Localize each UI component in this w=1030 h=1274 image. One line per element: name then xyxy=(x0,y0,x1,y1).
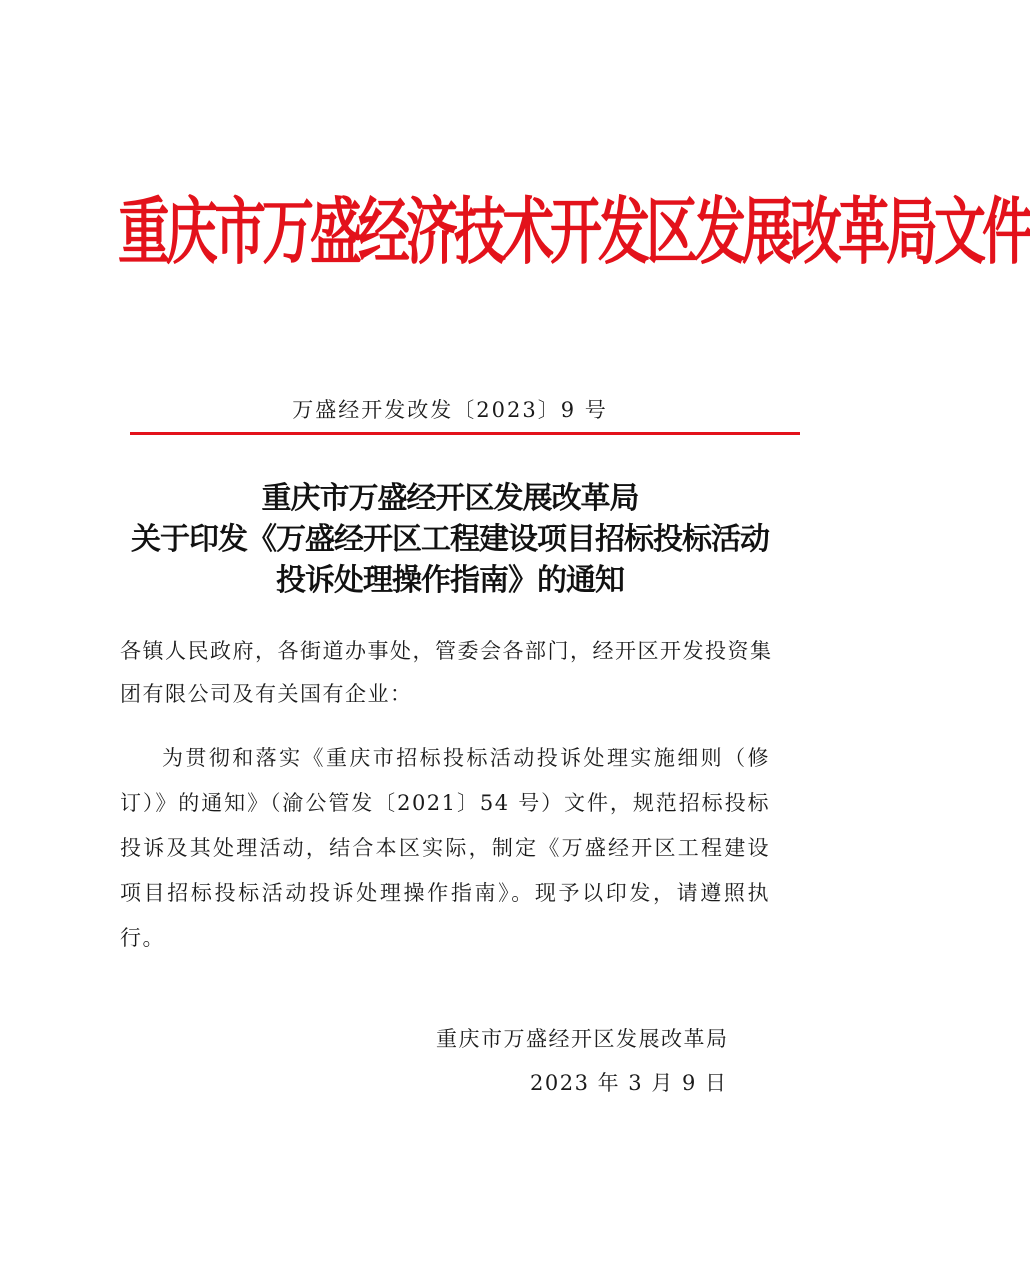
notice-title xyxy=(0,478,900,601)
notice-title-line-3: 投诉处理操作指南》的通知 xyxy=(276,563,624,598)
red-separator-line xyxy=(130,432,800,435)
document-header-title: 重庆市万盛经济技术开发区发展改革局文件 xyxy=(118,191,1030,275)
document-number: 万盛经开发改发〔2023〕9 号 xyxy=(292,398,608,422)
body-paragraph: 为贯彻和落实《重庆市招标投标活动投诉处理实施细则（修订）》的通知》（渝公管发〔2021〕54 号）文件，规范招标投标投诉及其处理活动，结合本区实际，制定《万盛经开区工程建设项目招标投标活动投诉处理操作指南》。现予以印发，请遵照执行。 xyxy=(120,746,770,950)
notice-title-line-1: 重庆市万盛经开区发展改革局 xyxy=(261,481,639,516)
signature-date: 2023 年 3 月 9 日 xyxy=(530,1071,728,1095)
signature-organization: 重庆市万盛经开区发展改革局 xyxy=(436,1027,729,1051)
notice-title-line-2: 关于印发《万盛经开区工程建设项目招标投标活动 xyxy=(131,522,769,557)
addressee: 各镇人民政府，各街道办事处，管委会各部门，经开区开发投资集团有限公司及有关国有企业： xyxy=(120,639,773,706)
